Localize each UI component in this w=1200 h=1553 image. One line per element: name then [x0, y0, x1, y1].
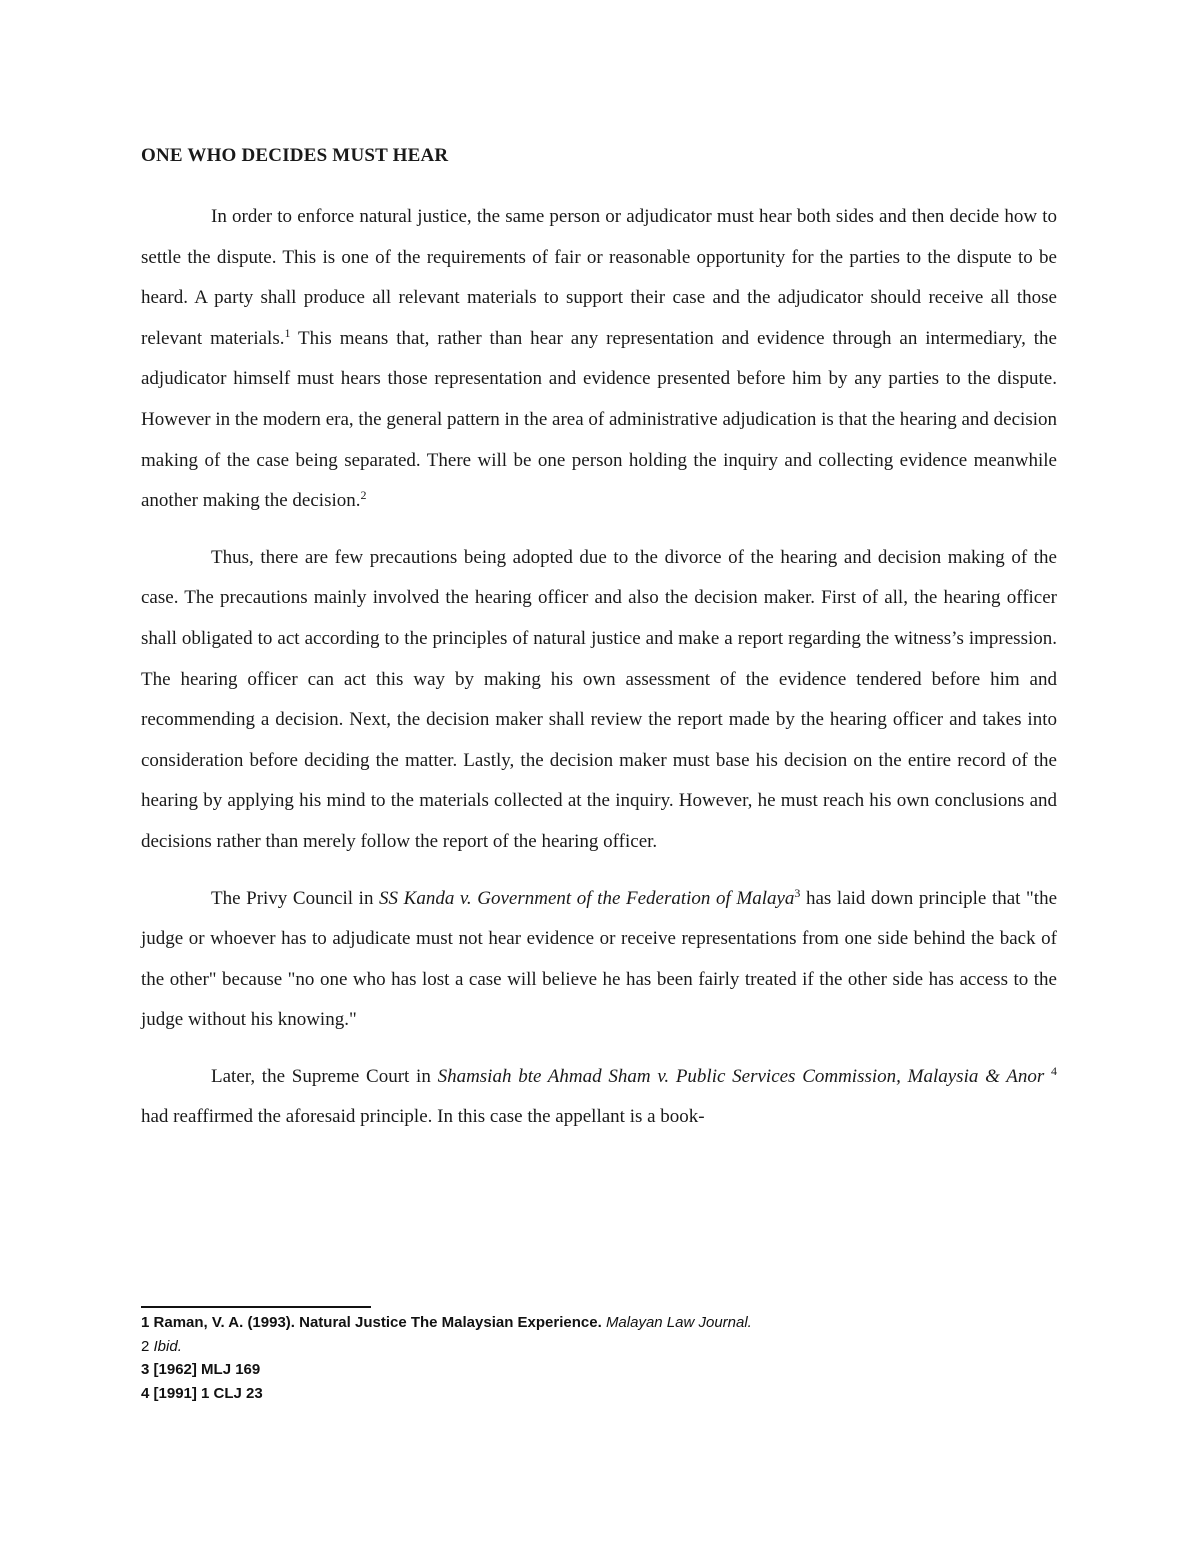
footnote-source: Ibid.: [153, 1337, 182, 1355]
footnote-1: [141, 1311, 1057, 1335]
footnotes: [141, 1306, 1057, 1405]
footnote-ref-3: 3: [794, 885, 801, 900]
footnote-source: Malayan Law Journal.: [605, 1314, 752, 1331]
footnote-4: [141, 1382, 1057, 1406]
paragraph-text: In order to enforce natural justice, the same person or adjudicator must hear both sides and then decide how to settle the dispute. This is one of the requirements of fair or reasonable opportunity for the parties to the dispute to be heard. A party shall produce all relevant materials to support their case and the adjudicator should receive all those relevant materials.: [141, 206, 1057, 349]
paragraph-2: [141, 538, 1057, 863]
paragraph-text: The Privy Council in: [211, 887, 380, 909]
document-body: [141, 140, 1057, 1154]
case-citation: Shamsiah bte Ahmad Sham v. Public Services Commission, Malaysia & Anor: [437, 1065, 1045, 1087]
page-title: ONE WHO DECIDES MUST HEAR: [141, 145, 449, 166]
footnote-ref-2: 2: [360, 488, 367, 503]
spacer-text: [1044, 1066, 1051, 1087]
footnote-text: Raman, V. A. (1993). Natural Justice The Malaysian Experience.: [153, 1314, 602, 1331]
paragraph-4: [141, 1057, 1057, 1138]
paragraph-text: had reaffirmed the aforesaid principle. In this case the appellant is a book-: [141, 1106, 705, 1128]
footnote-text: [1962] MLJ 169: [153, 1361, 261, 1378]
footnote-3: [141, 1358, 1057, 1382]
footnote-number: 4: [141, 1384, 150, 1402]
paragraph-1: [141, 197, 1057, 522]
paragraph-text: Later, the Supreme Court in: [211, 1065, 438, 1087]
paragraph-text: has laid down principle that "the judge or whoever has to adjudicate must not hear evidence or receive representations from one side behind the back of the other" because "no one who has lost a case will believe he has been fairly treated if the other side has access to the judge without his knowing.": [141, 887, 1058, 1031]
footnote-ref-1: 1: [284, 325, 291, 340]
footnote-number: 1: [141, 1314, 150, 1331]
footnote-separator: [141, 1306, 371, 1308]
case-citation: SS Kanda v. Government of the Federation of Malaya: [379, 887, 795, 909]
footnote-number: 2: [141, 1337, 150, 1355]
paragraph-text: This means that, rather than hear any representation and evidence through an intermediary, the adjudicator himself must hears those representation and evidence presented before him by any parties to the dispute. However in the modern era, the general pattern in the area of administrative adjudication is that the hearing and decision making of the case being separated. There will be one person holding the inquiry and collecting evidence meanwhile another making the decision.: [141, 327, 1057, 512]
footnote-number: 3: [141, 1361, 150, 1378]
paragraph-3: [141, 879, 1057, 1041]
footnote-text: [1991] 1 CLJ 23: [153, 1384, 263, 1402]
paragraph-text: Thus, there are few precautions being adopted due to the divorce of the hearing and decision making of the case. The precautions mainly involved the hearing officer and also the decision maker. First of all, the hearing officer shall obligated to act according to the principles of natural justice and make a report regarding the witness’s impression. The hearing officer can act this way by making his own assessment of the evidence tendered before him and recommending a decision. Next, the decision maker shall review the report made by the hearing officer and takes into consideration before deciding the matter. Lastly, the decision maker must base his decision on the entire record of the hearing by applying his mind to the materials collected at the inquiry. However, he must reach his own conclusions and decisions rather than merely follow the report of the hearing officer.: [141, 546, 1057, 852]
footnote-ref-4: 4: [1051, 1063, 1058, 1078]
footnote-2: [141, 1335, 1057, 1359]
